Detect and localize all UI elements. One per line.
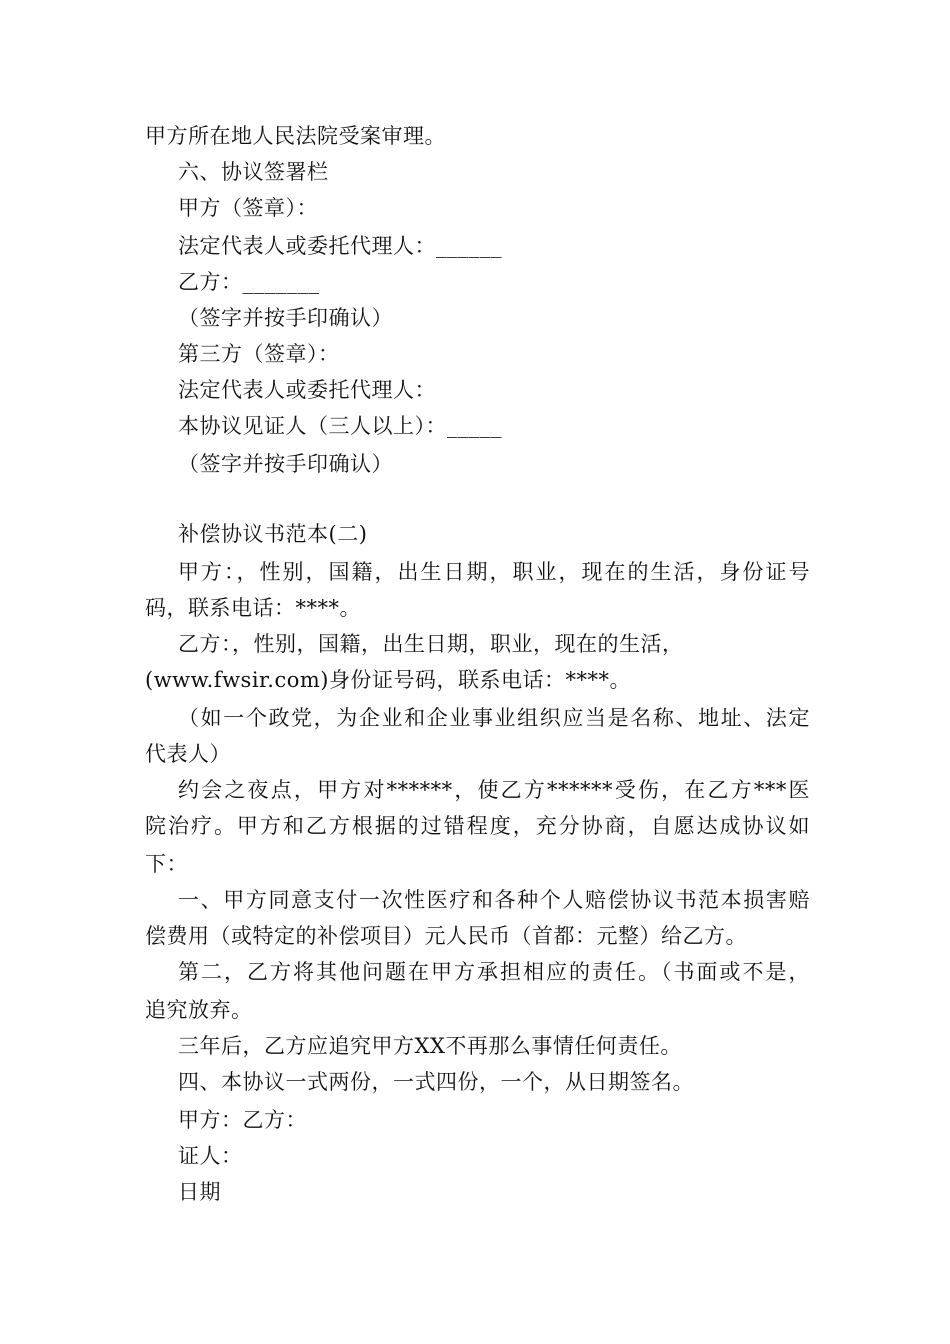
paragraph-clause-one-line-1: 一、甲方同意支付一次性医疗和各种个人赔偿协议书范本损害赔: [178, 888, 810, 912]
text-line-legal-rep: 法定代表人或委托代理人：______: [178, 234, 502, 258]
text-line-witness: 本协议见证人（三人以上）：_____: [178, 414, 502, 438]
paragraph-organization-line-2: 代表人）: [145, 742, 231, 766]
paragraph-clause-three: 三年后，乙方应追究甲方XX不再那么事情任何责任。: [178, 1034, 682, 1058]
text-line-party-b: 乙方：_______: [178, 270, 320, 294]
paragraph-clause-two-line-1: 第二，乙方将其他问题在甲方承担相应的责任。（书面或不是，: [178, 960, 810, 984]
paragraph-incident-line-3: 下：: [145, 852, 188, 876]
paragraph-clause-two-line-2: 追究放弃。: [145, 998, 253, 1022]
paragraph-party-a-line-2: 码，联系电话：****。: [145, 596, 361, 620]
paragraph-party-a-line-1: 甲方：，性别，国籍，出生日期，职业，现在的生活，身份证号: [178, 560, 810, 584]
section-heading-signatures: 六、协议签署栏: [178, 160, 329, 184]
section-title-template-two: 补偿协议书范本(二): [178, 522, 368, 546]
paragraph-incident-line-1: 约会之夜点，甲方对******，使乙方******受伤，在乙方***医: [178, 778, 810, 802]
paragraph-incident-line-2: 院治疗。甲方和乙方根据的过错程度，充分协商，自愿达成协议如: [145, 814, 810, 838]
paragraph-clause-four: 四、本协议一式两份，一式四份，一个，从日期签名。: [178, 1070, 694, 1094]
signature-parties: 甲方：乙方：: [178, 1108, 307, 1132]
paragraph-party-b-line-2: (www.fwsir.com)身份证号码，联系电话：****。: [145, 668, 631, 692]
text-line-third-party: 第三方（签章）：: [178, 342, 340, 366]
signature-witness: 证人：: [178, 1144, 243, 1168]
signature-date: 日期: [178, 1180, 221, 1204]
paragraph-party-b-line-1: 乙方：，性别，国籍，出生日期，职业，现在的生活，: [178, 632, 684, 656]
text-line-sign-confirm-2: （签字并按手印确认）: [178, 452, 393, 476]
text-line-court: 甲方所在地人民法院受案审理。: [145, 124, 446, 148]
text-line-party-a-seal: 甲方（签章）：: [178, 196, 318, 220]
text-line-legal-rep-2: 法定代表人或委托代理人：: [178, 378, 436, 402]
text-line-sign-confirm: （签字并按手印确认）: [178, 306, 393, 330]
paragraph-clause-one-line-2: 偿费用（或特定的补偿项目）元人民币（首都：元整）给乙方。: [145, 924, 747, 948]
paragraph-organization-line-1: （如一个政党，为企业和企业事业组织应当是名称、地址、法定: [178, 706, 810, 730]
